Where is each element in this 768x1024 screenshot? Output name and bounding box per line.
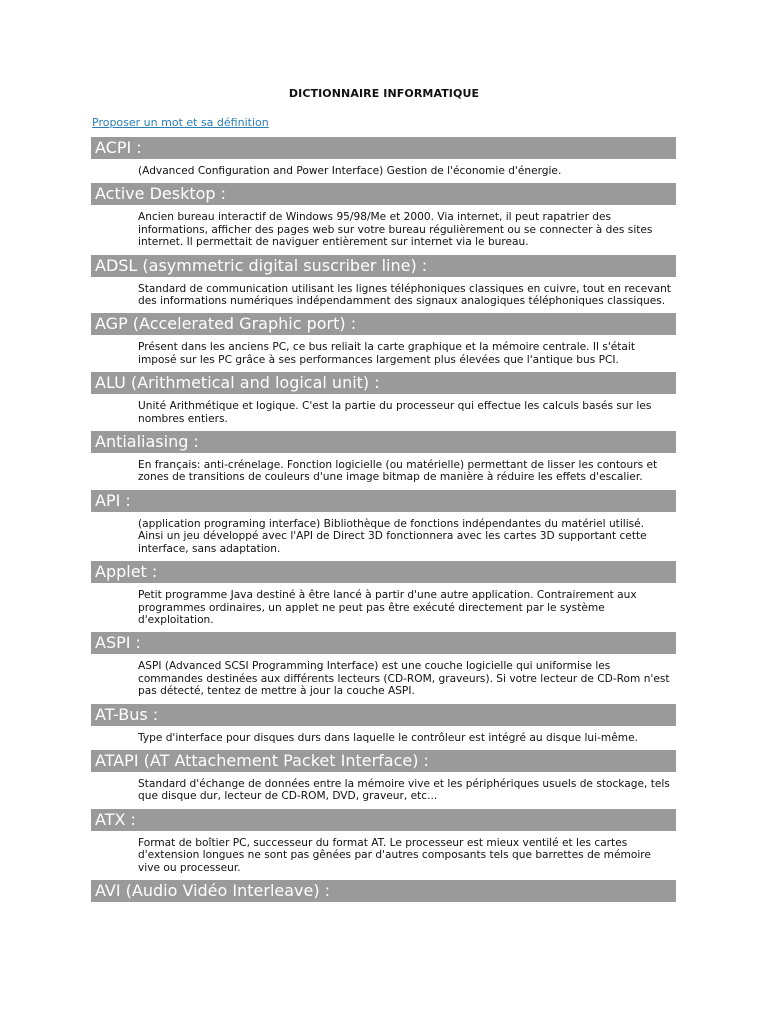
dictionary-entry [91,137,676,183]
dictionary-entries [91,137,676,902]
page-title: DICTIONNAIRE INFORMATIQUE [288,87,480,100]
propose-word-link[interactable]: Proposer un mot et sa définition [92,116,269,129]
entry-term: ACPI : [91,137,676,159]
entry-term: ASPI : [91,632,676,654]
entry-definition: (Advanced Configuration and Power Interface) Gestion de l'économie d'énergie. [138,165,562,177]
dictionary-entry [91,490,676,561]
dictionary-entry [91,313,676,372]
entry-term: Applet : [91,561,676,583]
dictionary-entry [91,704,676,750]
entry-term: AVI (Audio Vidéo Interleave) : [91,880,676,902]
entry-definition: (application programing interface) Bibliothèque de fonctions indépendantes du matériel utilisé. Ainsi un jeu développé avec l'API de Direct 3D fonctionnera avec les cartes 3D supportant cette interface, sans adaptation. [138,517,647,555]
entry-term: API : [91,490,676,512]
entry-definition: Unité Arithmétique et logique. C'est la partie du processeur qui effectue les calculs basés sur les nombres entiers. [138,400,652,425]
dictionary-entry [91,750,676,809]
entry-definition: Format de boîtier PC, successeur du format AT. Le processeur est mieux ventilé et les cartes d'extension longues ne sont pas gênées par d'autres composants tels que barrettes de mémoire vive ou processeur. [138,836,651,874]
entry-definition: Standard d'échange de données entre la mémoire vive et les périphériques usuels de stockage, tels que disque dur, lecteur de CD-ROM, DVD, graveur, etc... [138,777,670,803]
entry-definition: Ancien bureau interactif de Windows 95/98/Me et 2000. Via internet, il peut rapatrier des informations, afficher des pages web sur votre bureau régulièrement ou se connecter à des sites internet. Il permettait de naviguer entièrement sur internet via le bureau. [138,211,653,249]
entry-term: ATAPI (AT Attachement Packet Interface) : [91,750,676,772]
entry-definition: Présent dans les anciens PC, ce bus reliait la carte graphique et la mémoire centrale. Il s'était imposé sur les PC grâce à ses performances largement plus élevées que l'antique bus PCI. [138,341,636,366]
dictionary-entry [91,431,676,490]
entry-definition: ASPI (Advanced SCSI Programming Interface) est une couche logicielle qui uniformise les commandes destinées aux différents lecteurs (CD-ROM, graveurs). Si votre lecteur de CD-Rom n'est pas détecté, tentez de mettre à jour la couche ASPI. [138,660,670,698]
dictionary-entry [91,809,676,880]
entry-term: ADSL (asymmetric digital suscriber line) : [91,255,676,277]
entry-term: AGP (Accelerated Graphic port) : [91,313,676,335]
entry-term: ALU (Arithmetical and logical unit) : [91,372,676,394]
entry-definition: Type d'interface pour disques durs dans laquelle le contrôleur est intégré au disque lui-même. [138,731,638,744]
dictionary-entry [91,183,676,254]
entry-term: Active Desktop : [91,183,676,205]
entry-definition: Petit programme Java destiné à être lancé à partir d'une autre application. Contrairement aux programmes ordinaires, un applet ne peut pas être exécuté directement par le système d'exploitation. [138,589,637,626]
dictionary-entry [91,632,676,703]
dictionary-entry [91,561,676,632]
dictionary-entry [91,255,676,314]
dictionary-entry [91,372,676,431]
entry-definition: Standard de communication utilisant les lignes téléphoniques classiques en cuivre, tout en recevant des informations numériques indépendamment des signaux analogiques téléphoniques classiques. [138,282,671,308]
entry-term: AT-Bus : [91,704,676,726]
entry-definition: En français: anti-crénelage. Fonction logicielle (ou matérielle) permettant de lisser les contours et zones de transitions de couleurs d'une image bitmap de manière à réduire les effets d'escalier. [138,459,658,484]
dictionary-entry [91,880,676,902]
entry-term: ATX : [91,809,676,831]
entry-term: Antialiasing : [91,431,676,453]
